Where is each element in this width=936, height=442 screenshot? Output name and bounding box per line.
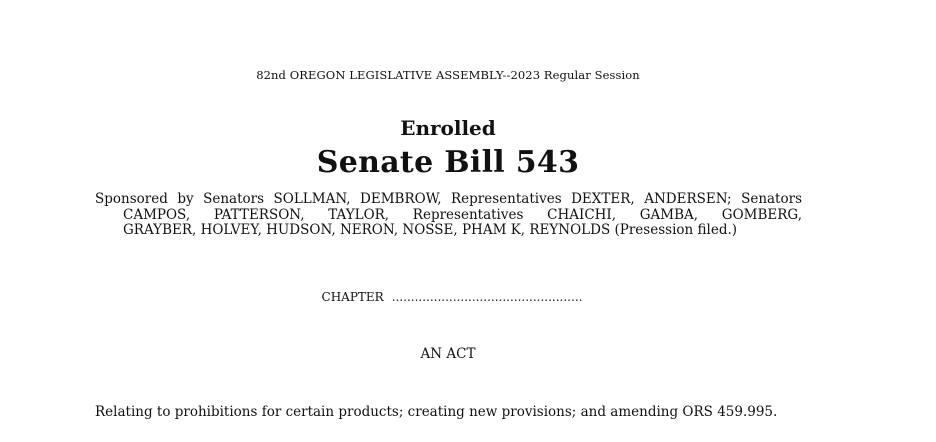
chapter-label: CHAPTER xyxy=(321,290,384,304)
sponsors-line-1: Sponsored by Senators SOLLMAN, DEMBROW, Representatives DEXTER, ANDERSEN; Senators xyxy=(95,191,802,207)
sponsors-line-2: CAMPOS, PATTERSON, TAYLOR, Representatives CHAICHI, GAMBA, GOMBERG, xyxy=(123,206,802,223)
bill-title: Senate Bill 543 xyxy=(316,145,580,180)
sponsors-line-3: GRAYBER, HOLVEY, HUDSON, NERON, NOSSE, PHAM K, REYNOLDS (Presession filed.) xyxy=(123,222,738,238)
sponsors-block xyxy=(95,192,802,239)
chapter-line xyxy=(0,290,904,304)
relating-clause: Relating to prohibitions for certain products; creating new provisions; and amending ORS 459.995. xyxy=(95,404,778,420)
session-header: 82nd OREGON LEGISLATIVE ASSEMBLY--2023 Regular Session xyxy=(256,68,640,82)
act-heading: AN ACT xyxy=(420,346,476,362)
enrolled-label: Enrolled xyxy=(400,116,496,140)
chapter-dots: .................................................. xyxy=(391,290,583,304)
